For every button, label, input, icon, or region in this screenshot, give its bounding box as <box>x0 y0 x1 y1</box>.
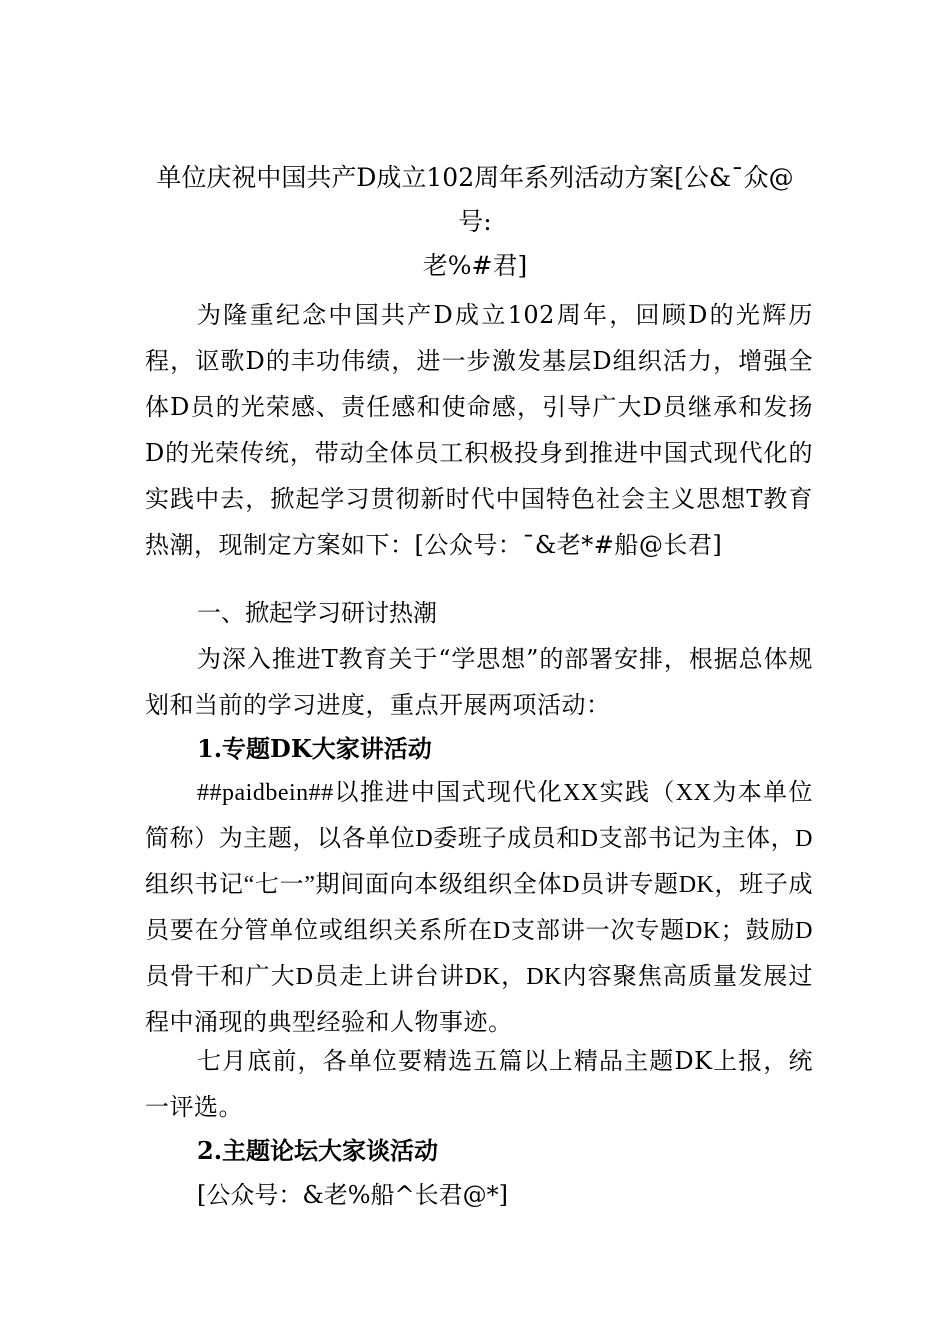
section-1-heading: 一、掀起学习研讨热潮 <box>197 599 437 627</box>
intro-paragraph: 为隆重纪念中国共产D成立102周年，回顾D的光辉历程，讴歌D的丰功伟绩，进一步激发基层D组织活力，增强全体D员的光荣感、责任感和使命感，引导广大D员继承和发扬D的光荣传统，带动全体员工积极投身到推进中国式现代化的实践中去，掀起学习贯彻新时代中国特色社会主义思想T教育热潮，现制定方案如下：[公众号：¯&老*#船@长君] <box>145 301 813 559</box>
item-2-note: [公众号：&老%船^长君@*] <box>197 1181 509 1209</box>
item-1-paragraph: ##paidbein##以推进中国式现代化XX实践（XX为本单位简称）为主题，以各单位D委班子成员和D支部书记为主体，D组织书记“七一”期间面向本级组织全体D员讲专题DK，班子成员要在分管单位或组织关系所在D支部讲一次专题DK；鼓励D员骨干和广大D员走上讲台讲DK，DK内容聚焦高质量发展过程中涌现的典型经验和人物事迹。 <box>145 780 813 1036</box>
item-1-note: 七月底前，各单位要精选五篇以上精品主题DK上报，统一评选。 <box>145 1047 813 1121</box>
document-title <box>140 156 810 288</box>
item-2-heading: 2.主题论坛大家谈活动 <box>197 1136 439 1165</box>
title-line-1: 单位庆祝中国共产D成立102周年系列活动方案[公&¯众@号: <box>156 163 794 236</box>
section-1-paragraph: 为深入推进T教育关于“学思想”的部署安排，根据总体规划和当前的学习进度，重点开展两项活动： <box>145 645 813 719</box>
title-line-2: 老%#君] <box>422 251 528 280</box>
item-1-heading: 1.专题DK大家讲活动 <box>197 734 432 763</box>
